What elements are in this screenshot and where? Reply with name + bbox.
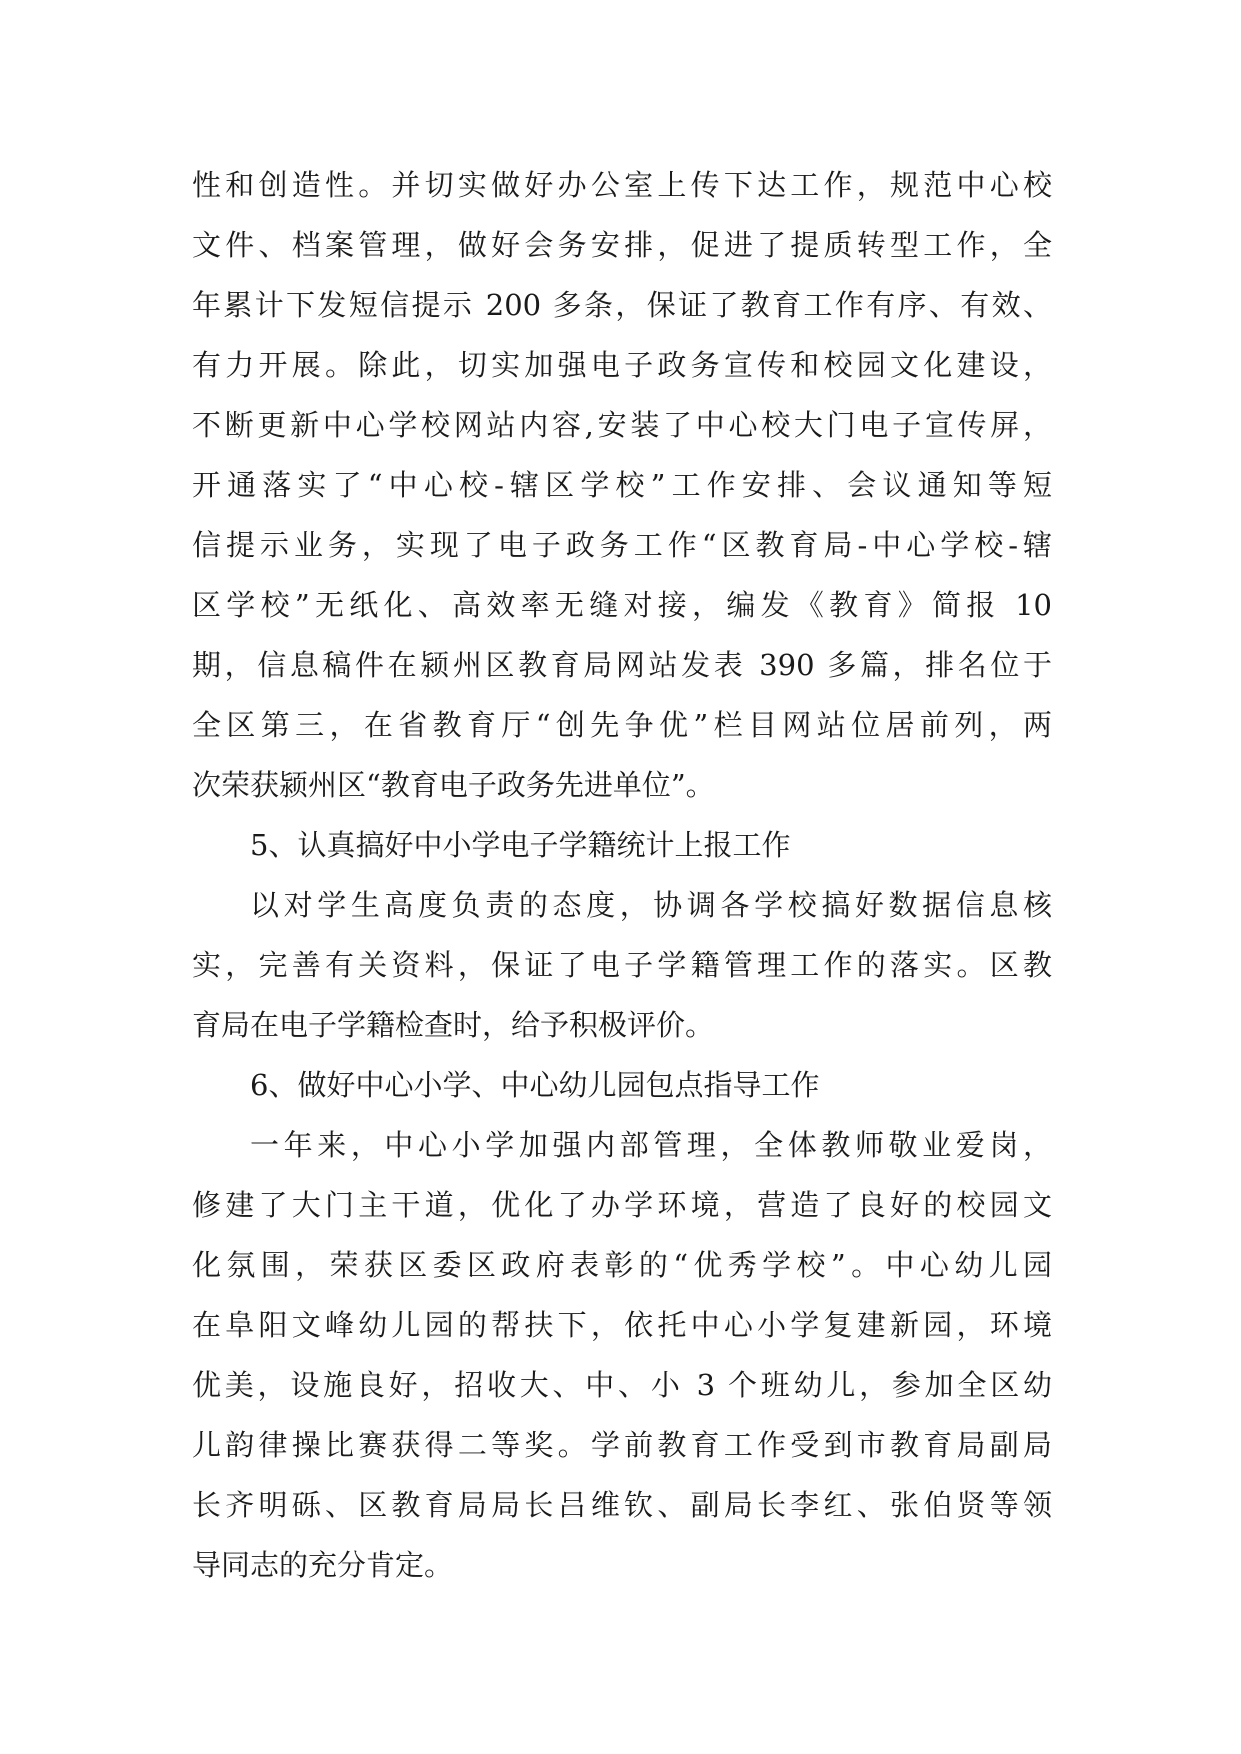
- paragraph-line: 儿韵律操比赛获得二等奖。学前教育工作受到市教育局副局: [192, 1428, 1052, 1462]
- paragraph-line: 修建了大门主干道，优化了办学环境，营造了良好的校园文: [192, 1188, 1052, 1222]
- paragraph-line: 期，信息稿件在颍州区教育局网站发表 390 多篇，排名位于: [192, 648, 1052, 682]
- paragraph-line: 开通落实了“中心校-辖区学校”工作安排、会议通知等短: [192, 468, 1052, 502]
- paragraph-line: 文件、档案管理，做好会务安排，促进了提质转型工作，全: [192, 228, 1052, 262]
- paragraph-line: 性和创造性。并切实做好办公室上传下达工作，规范中心校: [192, 168, 1052, 202]
- paragraph-line: 实，完善有关资料，保证了电子学籍管理工作的落实。区教: [192, 948, 1052, 982]
- paragraph-line: 不断更新中心学校网站内容,安装了中心校大门电子宣传屏，: [192, 408, 1052, 442]
- paragraph-line: 在阜阳文峰幼儿园的帮扶下，依托中心小学复建新园，环境: [192, 1308, 1052, 1342]
- paragraph-line: 年累计下发短信提示 200 多条，保证了教育工作有序、有效、: [192, 288, 1052, 322]
- paragraph-line: 优美，设施良好，招收大、中、小 3 个班幼儿，参加全区幼: [192, 1368, 1052, 1402]
- paragraph-line: 区学校”无纸化、高效率无缝对接，编发《教育》简报 10: [192, 588, 1052, 622]
- paragraph-line: 一年来，中心小学加强内部管理，全体教师敬业爱岗，: [250, 1128, 1052, 1162]
- section-heading: 5、认真搞好中小学电子学籍统计上报工作: [250, 828, 791, 862]
- paragraph-line: 导同志的充分肯定。: [192, 1548, 454, 1582]
- paragraph-line: 信提示业务，实现了电子政务工作“区教育局-中心学校-辖: [192, 528, 1052, 562]
- paragraph-line: 有力开展。除此，切实加强电子政务宣传和校园文化建设，: [192, 348, 1052, 382]
- paragraph-line: 次荣获颍州区“教育电子政务先进单位”。: [192, 768, 715, 802]
- paragraph-line: 育局在电子学籍检查时，给予积极评价。: [192, 1008, 715, 1042]
- paragraph-line: 以对学生高度负责的态度，协调各学校搞好数据信息核: [250, 888, 1052, 922]
- paragraph-line: 全区第三，在省教育厅“创先争优”栏目网站位居前列，两: [192, 708, 1052, 742]
- paragraph-line: 化氛围，荣获区委区政府表彰的“优秀学校”。中心幼儿园: [192, 1248, 1052, 1282]
- section-heading: 6、做好中心小学、中心幼儿园包点指导工作: [250, 1068, 820, 1102]
- paragraph-line: 长齐明砾、区教育局局长吕维钦、副局长李红、张伯贤等领: [192, 1488, 1052, 1522]
